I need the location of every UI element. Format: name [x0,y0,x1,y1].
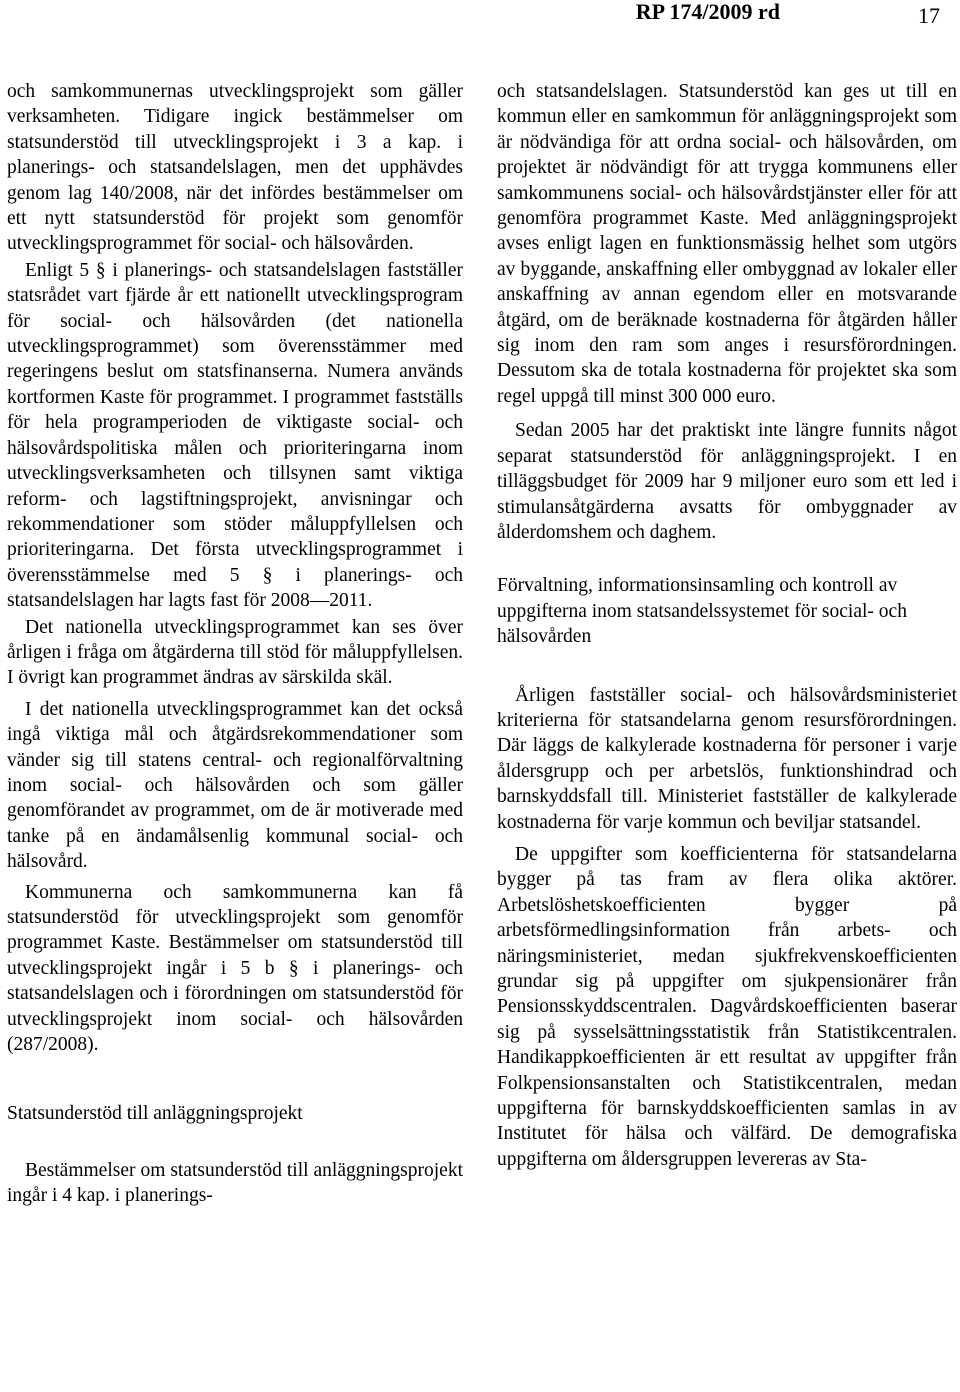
paragraph-intro-continued: och samkommunernas utvecklingsprojekt som gäller verksamheten. Tidigare ingick bestämmelser om statsunderstöd till utvecklingsprojekt i 3 a kap. i planerings- och statsandelslagen, men det upphävdes genom lag 140/2008, när det infördes bestämmelser om ett nytt statsunderstöd för projekt som genomför utvecklingsprogrammet för social- och hälsovården. [7,81,463,255]
document-id: RP 174/2009 rd [635,0,780,24]
paragraph-utvecklingsprogram: Enligt 5 § i planerings- och statsandelslagen fastställer statsrådet vart fjärde år ett nationellt utvecklingsprogram för social- och hälsovården (det nationella utvecklingsprogrammet) som överensstämmer med regeringens beslut om statsfinanserna. Numera används kortformen Kaste för programmet. I programmet fastställs för hela programperioden de viktigaste social- och hälsovårdspolitiska målen och prioriteringarna inom utvecklingsverksamheten och tillsynen samt viktiga reform- och lagstiftningsprojekt, anvisningar och rekommendationer som stöder måluppfyllelsen och prioriteringarna. Det första utvecklingsprogrammet i överensstämmelse med 5 § i planerings- och statsandelslagen har lagts fast för 2008—2011. [7,259,463,612]
section-heading-forvaltning: Förvaltning, informationsinsamling och kontroll av uppgifterna inom statsandelssystemet för social- och hälsovården [497,575,907,648]
paragraph-sedan-2005: Sedan 2005 har det praktiskt inte längre funnits något separat statsunderstöd för anläggningsprojekt. I en tilläggsbudget för 2009 har 9 miljoner euro som ett led i stimulansåtgärderna avsatts för ombyggnader av ålderdomshem och daghem. [497,420,957,543]
paragraph-oversyn: Det nationella utvecklingsprogrammet kan ses över årligen i fråga om åtgärderna till stöd för måluppfyllelsen. I övrigt kan programmet ändras av särskilda skäl. [7,616,463,689]
page-header [0,0,960,40]
left-column [7,79,463,1209]
page-number: 17 [918,3,940,28]
paragraph-statsandelslagen-continued: och statsandelslagen. Statsunderstöd kan ges ut till en kommun eller en samkommun för anläggningsprojekt som är nödvändiga för att ordna social- och hälsovården, om projektet är nödvändigt för att trygga kommunens eller samkommunens social- och hälsovårdstjänster eller för att genomföra programmet Kaste. Med anläggningsprojekt avses enligt lagen en funktionsmässig helhet som utgörs av byggande, anskaffning eller ombyggnad av lokaler eller anskaffning av annan egendom eller en motsvarande åtgärd, om de beräknade kostnaderna för åtgärden håller sig inom den ram som anges i resursförordningen. Dessutom ska de totala kostnaderna för projektet ska som regel uppgå till minst 300 000 euro. [497,81,957,407]
paragraph-resursforordning: Årligen fastställer social- och hälsovårdsministeriet kriterierna för statsandelarna genom resursförordningen. Där läggs de kalkylerade kostnaderna för personer i varje åldersgrupp och per arbetslös, funktionshindrad och barnskyddsfall till. Ministeriet fastställer de kalkylerade kostnaderna för varje kommun och beviljar statsandel. [497,684,957,833]
paragraph-kommuner-statsunderstod: Kommunerna och samkommunerna kan få statsunderstöd för utvecklingsprojekt som genomför programmet Kaste. Bestämmelser om statsunderstöd till utvecklingsprojekt ingår i 5 b § i planerings- och statsandelslagen och i förordningen om statsunderstöd för utvecklingsprojekt inom social- och hälsovården (287/2008). [7,881,463,1056]
paragraph-mal-atgarder: I det nationella utvecklingsprogrammet kan det också ingå viktiga mål och åtgärdsrekommendationer som vänder sig till statens central- och regionalförvaltning inom social- och hälsovården och som gäller genomförandet av programmet, om de är motiverade med tanke på en ändamålsenlig kommunal social- och hälsovård. [7,698,463,873]
paragraph-anlaggningsprojekt: Bestämmelser om statsunderstöd till anläggningsprojekt ingår i 4 kap. i planerings- [7,1159,463,1207]
right-column [497,79,957,1172]
paragraph-koefficienter: De uppgifter som koefficienterna för statsandelarna bygger på tas fram av flera olika aktörer. Arbetslöshetskoefficienten bygger på arbetsförmedlingsinformation från arbets- och näringsministeriet, medan sjukfrekvenskoefficienten grundar sig på uppgifter om sjukpensionärer från Pensionsskyddscentralen. Dagvårdskoefficienten baserar sig på sysselsättningsstatistik från Statistikcentralen. Handikappkoefficienten är ett resultat av uppgifter från Folkpensionsanstalten och Statistikcentralen, medan uppgifterna för barnskyddskoefficienten samlas in av Institutet för hälsa och välfärd. De demografiska uppgifterna om åldersgruppen levereras av Sta- [497,843,957,1170]
section-heading-anlaggningsprojekt: Statsunderstöd till anläggningsprojekt [7,1103,303,1125]
